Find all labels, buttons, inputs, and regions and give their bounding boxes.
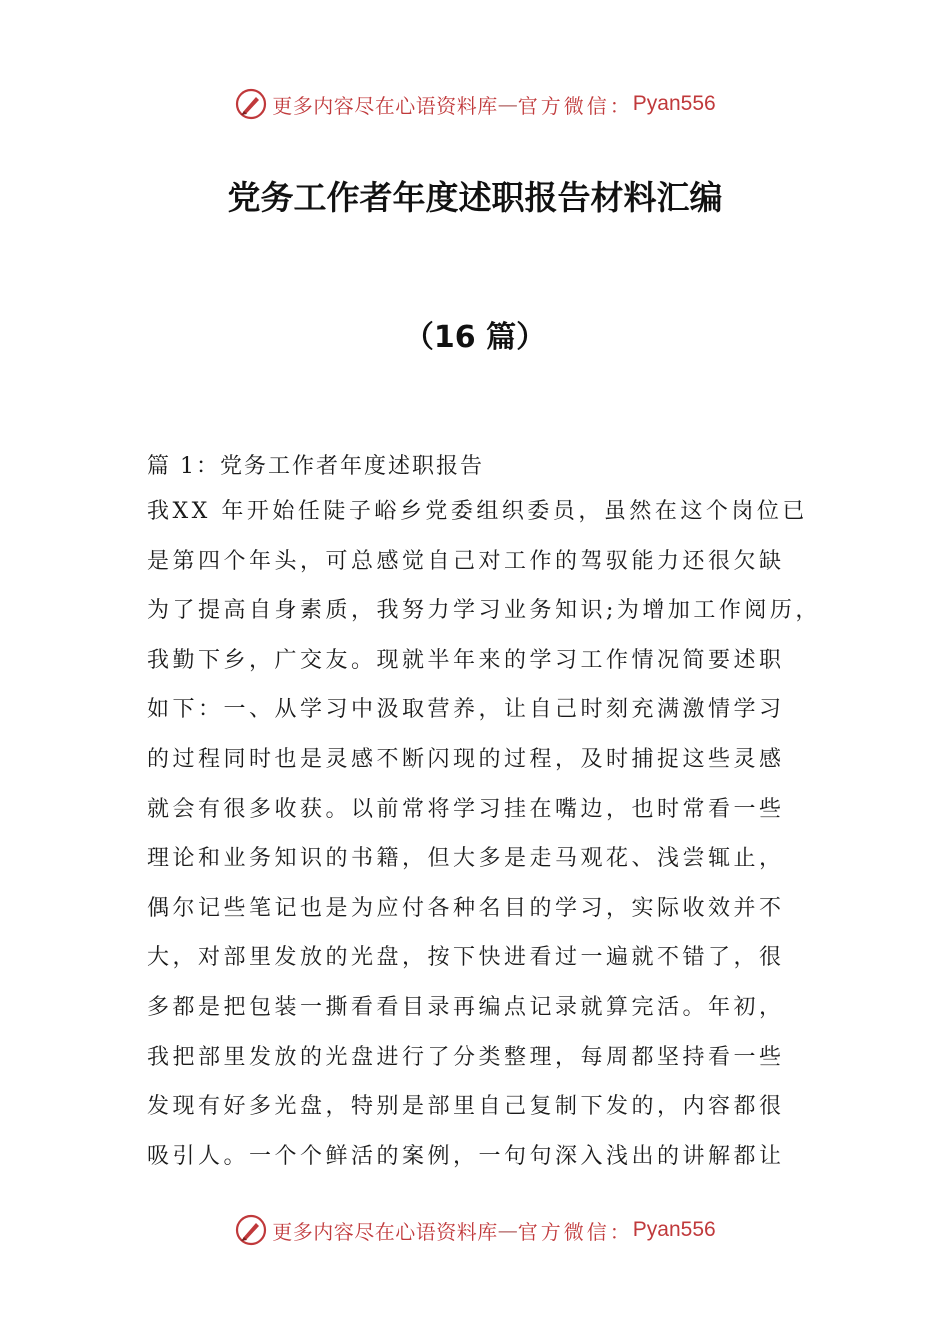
body-line: 多都是把包装一撕看看目录再编点记录就算完活。年初， <box>147 994 785 1020</box>
body-line: 我XX 年开始任陡子峪乡党委组织委员，虽然在这个岗位已 <box>147 499 808 524</box>
body-line: 发现有好多光盘，特别是部里自己复制下发的，内容都很 <box>147 1094 785 1120</box>
footer-banner <box>0 1208 950 1252</box>
pen-logo-icon <box>234 1213 268 1247</box>
body-line: 我勤下乡，广交友。现就半年来的学习工作情况简要述职 <box>147 647 785 673</box>
body-line: 大，对部里发放的光盘，按下快进看过一遍就不错了，很 <box>147 945 785 971</box>
pen-logo-icon <box>234 87 268 121</box>
banner-text: 更多内容尽在心语资料库 <box>272 93 498 118</box>
body-line: 的过程同时也是灵感不断闪现的过程，及时捕捉这些灵感 <box>147 746 785 772</box>
body-line: 为了提高自身素质，我努力学习业务知识;为增加工作阅历， <box>147 598 821 624</box>
body-line: 就会有很多收获。以前常将学习挂在嘴边，也时常看一些 <box>147 796 785 822</box>
banner-text: 更多内容尽在心语资料库 <box>272 1219 498 1244</box>
body-line: 我把部里发放的光盘进行了分类整理，每周都坚持看一些 <box>147 1044 785 1070</box>
body-line: 如下：一、从学习中汲取营养，让自己时刻充满激情学习 <box>147 697 785 723</box>
document-title: 党务工作者年度述职报告材料汇编 <box>227 178 723 217</box>
document-body <box>147 447 821 1181</box>
document-subtitle: （16 篇） <box>403 320 547 355</box>
body-line: 吸引人。一个个鲜活的案例，一句句深入浅出的讲解都让 <box>147 1143 785 1169</box>
section-heading: 篇 1：党务工作者年度述职报告 <box>147 454 484 479</box>
body-line: 偶尔记些笔记也是为应付各种名目的学习，实际收效并不 <box>147 895 785 921</box>
banner-dash: — <box>497 1218 518 1242</box>
body-line: 理论和业务知识的书籍，但大多是走马观花、浅尝辄止， <box>147 846 785 872</box>
banner-dash: — <box>497 92 518 116</box>
banner-wechat-id: Pyan556 <box>632 1218 716 1241</box>
banner-wechat-id: Pyan556 <box>632 92 716 115</box>
banner-wechat-label: 官方微信： <box>517 1219 633 1244</box>
body-line: 是第四个年头，可总感觉自己对工作的驾驭能力还很欠缺 <box>147 548 785 574</box>
header-banner <box>0 82 950 126</box>
banner-wechat-label: 官方微信： <box>517 93 633 118</box>
